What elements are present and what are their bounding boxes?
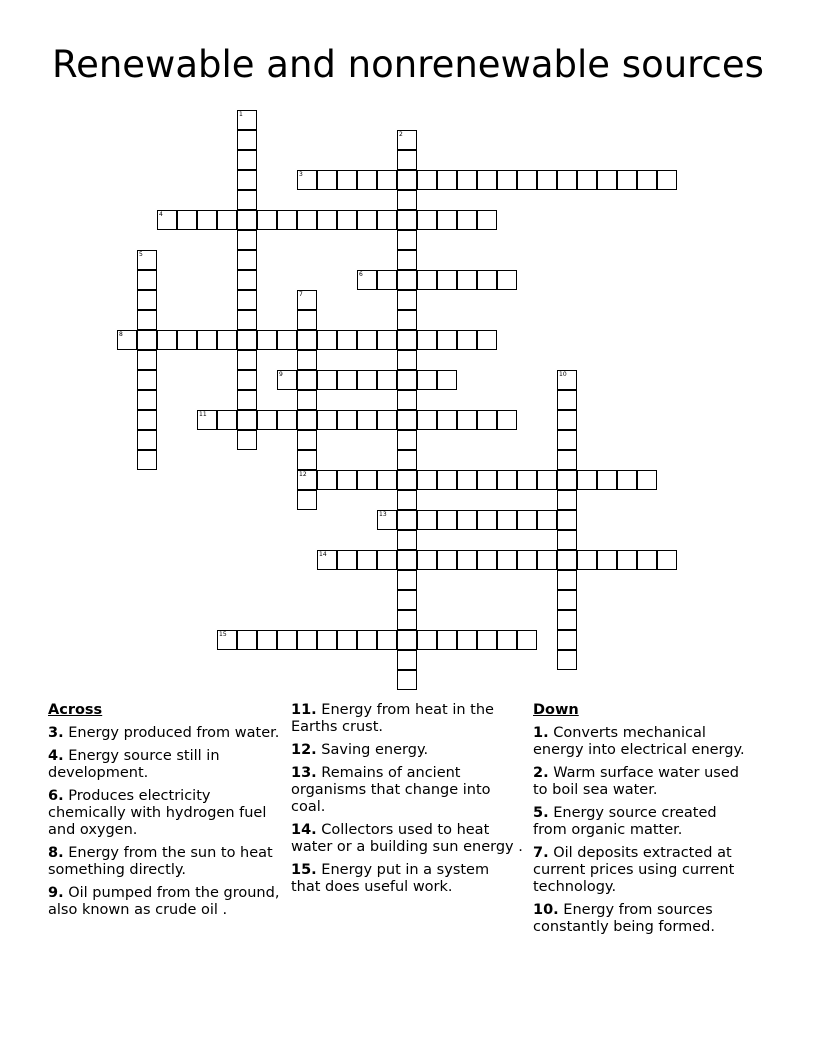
grid-cell[interactable] bbox=[297, 630, 317, 650]
clue-item-text: Energy from sources constantly being formed. bbox=[533, 902, 715, 935]
clue-item-text: Energy source still in development. bbox=[48, 748, 220, 781]
clue-item bbox=[48, 788, 280, 839]
grid-cell[interactable] bbox=[217, 410, 237, 430]
grid-cell[interactable] bbox=[337, 470, 357, 490]
grid-cell[interactable] bbox=[397, 510, 417, 530]
grid-cell[interactable] bbox=[417, 370, 437, 390]
grid-cell[interactable] bbox=[477, 210, 497, 230]
grid-cell[interactable] bbox=[137, 410, 157, 430]
grid-cell[interactable] bbox=[117, 330, 137, 350]
grid-cell[interactable] bbox=[397, 370, 417, 390]
grid-cell[interactable] bbox=[137, 310, 157, 330]
clue-item bbox=[533, 902, 748, 936]
grid-cell[interactable] bbox=[297, 490, 317, 510]
grid-cell[interactable] bbox=[297, 370, 317, 390]
clue-item-text: Saving energy. bbox=[316, 742, 429, 758]
grid-cell[interactable] bbox=[497, 630, 517, 650]
grid-cell[interactable] bbox=[237, 270, 257, 290]
grid-cell[interactable] bbox=[297, 310, 317, 330]
grid-cell[interactable] bbox=[537, 510, 557, 530]
grid-cell[interactable] bbox=[157, 330, 177, 350]
clue-number: 13 bbox=[379, 511, 387, 518]
clue-item bbox=[48, 748, 280, 782]
grid-cell[interactable] bbox=[197, 410, 217, 430]
grid-cell[interactable] bbox=[417, 630, 437, 650]
grid-cell[interactable] bbox=[217, 630, 237, 650]
grid-cell[interactable] bbox=[257, 330, 277, 350]
crossword-grid bbox=[117, 110, 680, 693]
grid-cell[interactable] bbox=[237, 390, 257, 410]
grid-cell[interactable] bbox=[557, 490, 577, 510]
clue-item bbox=[48, 845, 280, 879]
grid-cell[interactable] bbox=[397, 390, 417, 410]
grid-cell[interactable] bbox=[437, 210, 457, 230]
clue-item-number: 9. bbox=[48, 885, 64, 901]
grid-cell[interactable] bbox=[497, 510, 517, 530]
clue-number: 9 bbox=[279, 371, 283, 378]
grid-cell[interactable] bbox=[397, 470, 417, 490]
clue-number: 8 bbox=[119, 331, 123, 338]
grid-cell[interactable] bbox=[337, 210, 357, 230]
grid-cell[interactable] bbox=[137, 450, 157, 470]
grid-cell[interactable] bbox=[557, 630, 577, 650]
grid-cell[interactable] bbox=[337, 410, 357, 430]
clue-item-number: 5. bbox=[533, 805, 549, 821]
clues-column-across-2 bbox=[291, 702, 523, 902]
grid-cell[interactable] bbox=[437, 630, 457, 650]
grid-cell[interactable] bbox=[437, 270, 457, 290]
grid-cell[interactable] bbox=[537, 170, 557, 190]
grid-cell[interactable] bbox=[477, 170, 497, 190]
grid-cell[interactable] bbox=[557, 450, 577, 470]
clue-number: 10 bbox=[559, 371, 567, 378]
grid-cell[interactable] bbox=[317, 170, 337, 190]
grid-cell[interactable] bbox=[137, 270, 157, 290]
grid-cell[interactable] bbox=[397, 310, 417, 330]
clue-item-text: Energy produced from water. bbox=[63, 725, 280, 741]
grid-cell[interactable] bbox=[397, 530, 417, 550]
grid-cell[interactable] bbox=[517, 550, 537, 570]
grid-cell[interactable] bbox=[517, 630, 537, 650]
grid-cell[interactable] bbox=[457, 550, 477, 570]
grid-cell[interactable] bbox=[337, 630, 357, 650]
grid-cell[interactable] bbox=[337, 550, 357, 570]
grid-cell[interactable] bbox=[377, 270, 397, 290]
grid-cell[interactable] bbox=[317, 210, 337, 230]
grid-cell[interactable] bbox=[337, 370, 357, 390]
grid-cell[interactable] bbox=[557, 550, 577, 570]
grid-cell[interactable] bbox=[377, 510, 397, 530]
grid-cell[interactable] bbox=[577, 170, 597, 190]
grid-cell[interactable] bbox=[237, 150, 257, 170]
clue-item-number: 7. bbox=[533, 845, 549, 861]
grid-cell[interactable] bbox=[397, 210, 417, 230]
grid-cell[interactable] bbox=[137, 430, 157, 450]
grid-cell[interactable] bbox=[537, 470, 557, 490]
clue-item bbox=[291, 742, 523, 759]
grid-cell[interactable] bbox=[397, 410, 417, 430]
grid-cell[interactable] bbox=[237, 170, 257, 190]
grid-cell[interactable] bbox=[217, 330, 237, 350]
across-heading: Across bbox=[48, 702, 103, 718]
grid-cell[interactable] bbox=[177, 330, 197, 350]
clue-item-text: Converts mechanical energy into electrical energy. bbox=[533, 725, 745, 758]
grid-cell[interactable] bbox=[497, 410, 517, 430]
grid-cell[interactable] bbox=[357, 470, 377, 490]
grid-cell[interactable] bbox=[137, 390, 157, 410]
grid-cell[interactable] bbox=[357, 630, 377, 650]
clue-item-number: 6. bbox=[48, 788, 64, 804]
clue-item-text: Energy from the sun to heat something directly. bbox=[48, 845, 273, 878]
grid-cell[interactable] bbox=[397, 130, 417, 150]
grid-cell[interactable] bbox=[297, 470, 317, 490]
clue-item bbox=[291, 702, 523, 736]
grid-cell[interactable] bbox=[377, 370, 397, 390]
grid-cell[interactable] bbox=[217, 210, 237, 230]
grid-cell[interactable] bbox=[257, 210, 277, 230]
grid-cell[interactable] bbox=[477, 630, 497, 650]
grid-cell[interactable] bbox=[497, 270, 517, 290]
clue-number: 14 bbox=[319, 551, 327, 558]
down-heading: Down bbox=[533, 702, 579, 718]
grid-cell[interactable] bbox=[297, 330, 317, 350]
grid-cell[interactable] bbox=[397, 150, 417, 170]
grid-cell[interactable] bbox=[577, 470, 597, 490]
clue-number: 3 bbox=[299, 171, 303, 178]
clue-item-text: Remains of ancient organisms that change into coal. bbox=[291, 765, 491, 815]
grid-cell[interactable] bbox=[397, 250, 417, 270]
grid-cell[interactable] bbox=[397, 190, 417, 210]
grid-cell[interactable] bbox=[657, 550, 677, 570]
grid-cell[interactable] bbox=[437, 510, 457, 530]
grid-cell[interactable] bbox=[417, 550, 437, 570]
grid-cell[interactable] bbox=[417, 410, 437, 430]
grid-cell[interactable] bbox=[477, 510, 497, 530]
grid-cell[interactable] bbox=[237, 430, 257, 450]
grid-cell[interactable] bbox=[317, 630, 337, 650]
clue-item-text: Collectors used to heat water or a building sun energy . bbox=[291, 822, 523, 855]
grid-cell[interactable] bbox=[517, 470, 537, 490]
grid-cell[interactable] bbox=[617, 550, 637, 570]
grid-cell[interactable] bbox=[437, 550, 457, 570]
clue-item-text: Warm surface water used to boil sea water. bbox=[533, 765, 739, 798]
grid-cell[interactable] bbox=[457, 410, 477, 430]
grid-cell[interactable] bbox=[557, 170, 577, 190]
grid-cell[interactable] bbox=[457, 330, 477, 350]
grid-cell[interactable] bbox=[617, 170, 637, 190]
grid-cell[interactable] bbox=[617, 470, 637, 490]
grid-cell[interactable] bbox=[557, 430, 577, 450]
clues-column-down bbox=[533, 702, 748, 942]
grid-cell[interactable] bbox=[417, 210, 437, 230]
grid-cell[interactable] bbox=[137, 290, 157, 310]
grid-cell[interactable] bbox=[337, 330, 357, 350]
grid-cell[interactable] bbox=[237, 210, 257, 230]
grid-cell[interactable] bbox=[237, 290, 257, 310]
clue-item-number: 3. bbox=[48, 725, 64, 741]
grid-cell[interactable] bbox=[317, 470, 337, 490]
grid-cell[interactable] bbox=[397, 170, 417, 190]
grid-cell[interactable] bbox=[457, 630, 477, 650]
grid-cell[interactable] bbox=[377, 630, 397, 650]
clue-item-number: 2. bbox=[533, 765, 549, 781]
clue-item bbox=[291, 862, 523, 896]
grid-cell[interactable] bbox=[597, 550, 617, 570]
grid-cell[interactable] bbox=[397, 630, 417, 650]
grid-cell[interactable] bbox=[397, 670, 417, 690]
clue-number: 6 bbox=[359, 271, 363, 278]
grid-cell[interactable] bbox=[477, 470, 497, 490]
grid-cell[interactable] bbox=[377, 170, 397, 190]
clue-item-number: 1. bbox=[533, 725, 549, 741]
grid-cell[interactable] bbox=[597, 170, 617, 190]
grid-cell[interactable] bbox=[397, 650, 417, 670]
grid-cell[interactable] bbox=[157, 210, 177, 230]
clue-item bbox=[533, 845, 748, 896]
grid-cell[interactable] bbox=[237, 330, 257, 350]
grid-cell[interactable] bbox=[377, 410, 397, 430]
grid-cell[interactable] bbox=[457, 470, 477, 490]
clue-number: 7 bbox=[299, 291, 303, 298]
grid-cell[interactable] bbox=[237, 110, 257, 130]
grid-cell[interactable] bbox=[277, 210, 297, 230]
grid-cell[interactable] bbox=[417, 270, 437, 290]
grid-cell[interactable] bbox=[237, 350, 257, 370]
grid-cell[interactable] bbox=[277, 370, 297, 390]
grid-cell[interactable] bbox=[417, 170, 437, 190]
grid-cell[interactable] bbox=[197, 210, 217, 230]
grid-cell[interactable] bbox=[557, 470, 577, 490]
grid-cell[interactable] bbox=[437, 370, 457, 390]
grid-cell[interactable] bbox=[477, 330, 497, 350]
clue-number: 4 bbox=[159, 211, 163, 218]
grid-cell[interactable] bbox=[137, 350, 157, 370]
grid-cell[interactable] bbox=[457, 210, 477, 230]
clue-item bbox=[533, 765, 748, 799]
grid-cell[interactable] bbox=[417, 470, 437, 490]
grid-cell[interactable] bbox=[437, 470, 457, 490]
grid-cell[interactable] bbox=[397, 350, 417, 370]
grid-cell[interactable] bbox=[597, 470, 617, 490]
grid-cell[interactable] bbox=[357, 410, 377, 430]
grid-cell[interactable] bbox=[477, 410, 497, 430]
grid-cell[interactable] bbox=[317, 370, 337, 390]
clue-item-number: 4. bbox=[48, 748, 64, 764]
grid-cell[interactable] bbox=[237, 230, 257, 250]
clues-column-across-1 bbox=[48, 702, 280, 925]
grid-cell[interactable] bbox=[517, 170, 537, 190]
grid-cell[interactable] bbox=[377, 470, 397, 490]
clue-item bbox=[291, 765, 523, 816]
grid-cell[interactable] bbox=[437, 330, 457, 350]
grid-cell[interactable] bbox=[417, 510, 437, 530]
grid-cell[interactable] bbox=[397, 290, 417, 310]
grid-cell[interactable] bbox=[297, 290, 317, 310]
grid-cell[interactable] bbox=[557, 610, 577, 630]
grid-cell[interactable] bbox=[177, 210, 197, 230]
grid-cell[interactable] bbox=[357, 370, 377, 390]
grid-cell[interactable] bbox=[397, 610, 417, 630]
grid-cell[interactable] bbox=[397, 450, 417, 470]
grid-cell[interactable] bbox=[397, 590, 417, 610]
grid-cell[interactable] bbox=[397, 570, 417, 590]
grid-cell[interactable] bbox=[657, 170, 677, 190]
clue-item-text: Energy put in a system that does useful work. bbox=[291, 862, 490, 895]
grid-cell[interactable] bbox=[397, 490, 417, 510]
grid-cell[interactable] bbox=[397, 550, 417, 570]
grid-cell[interactable] bbox=[277, 410, 297, 430]
grid-cell[interactable] bbox=[377, 550, 397, 570]
grid-cell[interactable] bbox=[557, 570, 577, 590]
clue-item bbox=[533, 805, 748, 839]
grid-cell[interactable] bbox=[357, 550, 377, 570]
grid-cell[interactable] bbox=[297, 390, 317, 410]
grid-cell[interactable] bbox=[637, 470, 657, 490]
grid-cell[interactable] bbox=[397, 430, 417, 450]
grid-cell[interactable] bbox=[537, 550, 557, 570]
clue-item-text: Energy from heat in the Earths crust. bbox=[291, 702, 494, 735]
clue-item bbox=[291, 822, 523, 856]
grid-cell[interactable] bbox=[317, 330, 337, 350]
grid-cell[interactable] bbox=[637, 170, 657, 190]
grid-cell[interactable] bbox=[397, 330, 417, 350]
clue-item-text: Produces electricity chemically with hydrogen fuel and oxygen. bbox=[48, 788, 267, 838]
grid-cell[interactable] bbox=[437, 170, 457, 190]
grid-cell[interactable] bbox=[457, 270, 477, 290]
clue-item-number: 11. bbox=[291, 702, 317, 718]
clue-item-text: Oil deposits extracted at current prices using current technology. bbox=[533, 845, 735, 895]
grid-cell[interactable] bbox=[137, 330, 157, 350]
grid-cell[interactable] bbox=[557, 530, 577, 550]
grid-cell[interactable] bbox=[137, 250, 157, 270]
grid-cell[interactable] bbox=[377, 210, 397, 230]
grid-cell[interactable] bbox=[377, 330, 397, 350]
grid-cell[interactable] bbox=[357, 210, 377, 230]
clue-item-text: Oil pumped from the ground, also known as crude oil . bbox=[48, 885, 280, 918]
clue-item-number: 14. bbox=[291, 822, 317, 838]
grid-cell[interactable] bbox=[197, 330, 217, 350]
grid-cell[interactable] bbox=[277, 330, 297, 350]
grid-cell[interactable] bbox=[557, 370, 577, 390]
grid-cell[interactable] bbox=[297, 430, 317, 450]
clue-item-text: Energy source created from organic matter. bbox=[533, 805, 717, 838]
grid-cell[interactable] bbox=[437, 410, 457, 430]
clue-item-number: 13. bbox=[291, 765, 317, 781]
grid-cell[interactable] bbox=[237, 130, 257, 150]
clue-number: 2 bbox=[399, 131, 403, 138]
grid-cell[interactable] bbox=[297, 410, 317, 430]
clue-number: 15 bbox=[219, 631, 227, 638]
grid-cell[interactable] bbox=[337, 170, 357, 190]
grid-cell[interactable] bbox=[557, 390, 577, 410]
clue-item-number: 15. bbox=[291, 862, 317, 878]
grid-cell[interactable] bbox=[257, 410, 277, 430]
grid-cell[interactable] bbox=[317, 410, 337, 430]
grid-cell[interactable] bbox=[237, 630, 257, 650]
grid-cell[interactable] bbox=[397, 230, 417, 250]
grid-cell[interactable] bbox=[237, 190, 257, 210]
grid-cell[interactable] bbox=[297, 350, 317, 370]
clue-number: 1 bbox=[239, 111, 243, 118]
grid-cell[interactable] bbox=[497, 470, 517, 490]
grid-cell[interactable] bbox=[277, 630, 297, 650]
grid-cell[interactable] bbox=[557, 650, 577, 670]
grid-cell[interactable] bbox=[457, 170, 477, 190]
clue-item-number: 8. bbox=[48, 845, 64, 861]
grid-cell[interactable] bbox=[517, 510, 537, 530]
grid-cell[interactable] bbox=[237, 370, 257, 390]
grid-cell[interactable] bbox=[257, 630, 277, 650]
clue-item-number: 12. bbox=[291, 742, 317, 758]
grid-cell[interactable] bbox=[357, 270, 377, 290]
page-title: Renewable and nonrenewable sources bbox=[52, 43, 764, 86]
grid-cell[interactable] bbox=[237, 410, 257, 430]
grid-cell[interactable] bbox=[557, 590, 577, 610]
clue-item bbox=[48, 885, 280, 919]
grid-cell[interactable] bbox=[137, 370, 157, 390]
grid-cell[interactable] bbox=[577, 550, 597, 570]
grid-cell[interactable] bbox=[497, 170, 517, 190]
grid-cell[interactable] bbox=[417, 330, 437, 350]
grid-cell[interactable] bbox=[297, 170, 317, 190]
grid-cell[interactable] bbox=[237, 250, 257, 270]
grid-cell[interactable] bbox=[357, 170, 377, 190]
grid-cell[interactable] bbox=[497, 550, 517, 570]
clue-number: 12 bbox=[299, 471, 307, 478]
grid-cell[interactable] bbox=[557, 510, 577, 530]
clue-item bbox=[48, 725, 280, 742]
clue-number: 5 bbox=[139, 251, 143, 258]
grid-cell[interactable] bbox=[477, 550, 497, 570]
clue-item-number: 10. bbox=[533, 902, 559, 918]
clue-item bbox=[533, 725, 748, 759]
grid-cell[interactable] bbox=[457, 510, 477, 530]
clue-number: 11 bbox=[199, 411, 207, 418]
grid-cell[interactable] bbox=[297, 450, 317, 470]
grid-cell[interactable] bbox=[557, 410, 577, 430]
grid-cell[interactable] bbox=[237, 310, 257, 330]
grid-cell[interactable] bbox=[317, 550, 337, 570]
grid-cell[interactable] bbox=[357, 330, 377, 350]
grid-cell[interactable] bbox=[297, 210, 317, 230]
grid-cell[interactable] bbox=[397, 270, 417, 290]
grid-cell[interactable] bbox=[477, 270, 497, 290]
grid-cell[interactable] bbox=[637, 550, 657, 570]
